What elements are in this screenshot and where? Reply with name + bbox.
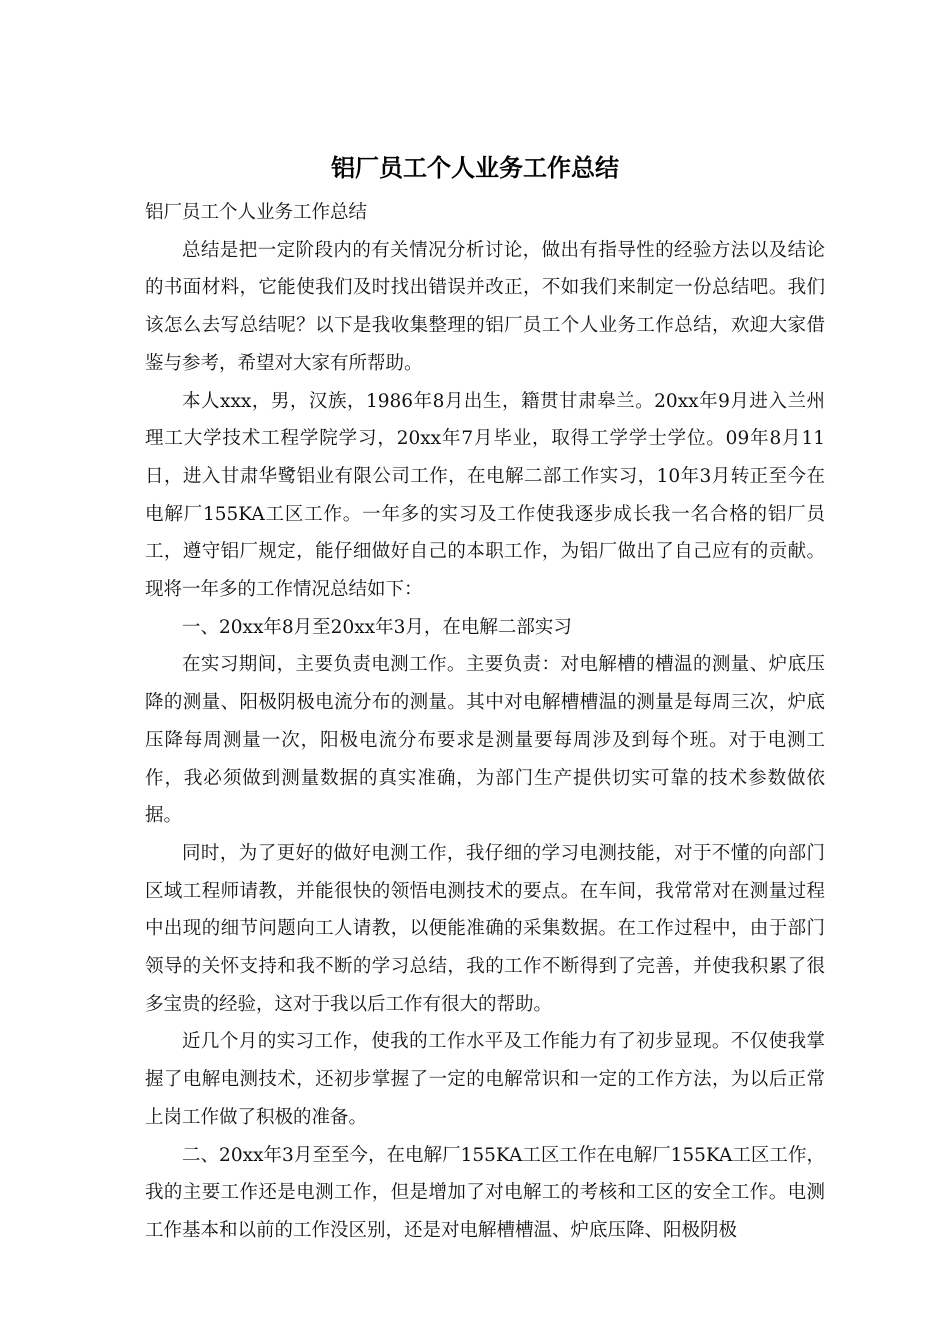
subtitle-line: 铝厂员工个人业务工作总结 (145, 202, 368, 223)
section-heading-one: 一、20xx年8月至20xx年3月，在电解二部实习 (182, 616, 572, 638)
paragraph-intro: 总结是把一定阶段内的有关情况分析讨论，做出有指导性的经验方法以及结论的书面材料，它能使我们及时找出错误并改正，不如我们来制定一份总结吧。我们该怎么去写总结呢？以下是我收集整理的铝厂员工个人业务工作总结，欢迎大家借鉴与参考，希望对大家有所帮助。 (145, 239, 825, 374)
section-heading-two: 二、20xx年3月至至今，在电解厂155KA工区工作在电解厂155KA工区工作，我的主要工作还是电测工作，但是增加了对电解工的考核和工区的安全工作。电测工作基本和以前的工作没区别，还是对电解槽槽温、炉底压降、阳极阴极 (145, 1144, 825, 1241)
paragraph-personal-info: 本人xxx，男，汉族，1986年8月出生，籍贯甘肃皋兰。20xx年9月进入兰州理工大学技术工程学院学习，20xx年7月毕业，取得工学学士学位。09年8月11日，进入甘肃华鹭铝业有限公司工作，在电解二部工作实习，10年3月转正至今在电解厂155KA工区工作。一年多的实习及工作使我逐步成长我一名合格的铝厂员工，遵守铝厂规定，能仔细做好自己的本职工作，为铝厂做出了自己应有的贡献。现将一年多的工作情况总结如下： (145, 390, 825, 601)
paragraph-learning: 同时，为了更好的做好电测工作，我仔细的学习电测技能，对于不懂的向部门区域工程师请教，并能很快的领悟电测技术的要点。在车间，我常常对在测量过程中出现的细节问题向工人请教，以便能准确的采集数据。在工作过程中，由于部门领导的关怀支持和我不断的学习总结，我的工作不断得到了完善，并使我积累了很多宝贵的经验，这对于我以后工作有很大的帮助。 (145, 842, 825, 1015)
document-title: 铝厂员工个人业务工作总结 (331, 153, 619, 182)
paragraph-internship-result: 近几个月的实习工作，使我的工作水平及工作能力有了初步显现。不仅使我掌握了电解电测技术，还初步掌握了一定的电解常识和一定的工作方法，为以后正常上岗工作做了积极的准备。 (145, 1031, 825, 1128)
paragraph-internship-duties: 在实习期间，主要负责电测工作。主要负责：对电解槽的槽温的测量、炉底压降的测量、阳极阴极电流分布的测量。其中对电解槽槽温的测量是每周三次，炉底压降每周测量一次，阳极电流分布要求是测量要每周涉及到每个班。对于电测工作，我必须做到测量数据的真实准确，为部门生产提供切实可靠的技术参数做依据。 (145, 654, 825, 827)
document-body (145, 194, 825, 1250)
